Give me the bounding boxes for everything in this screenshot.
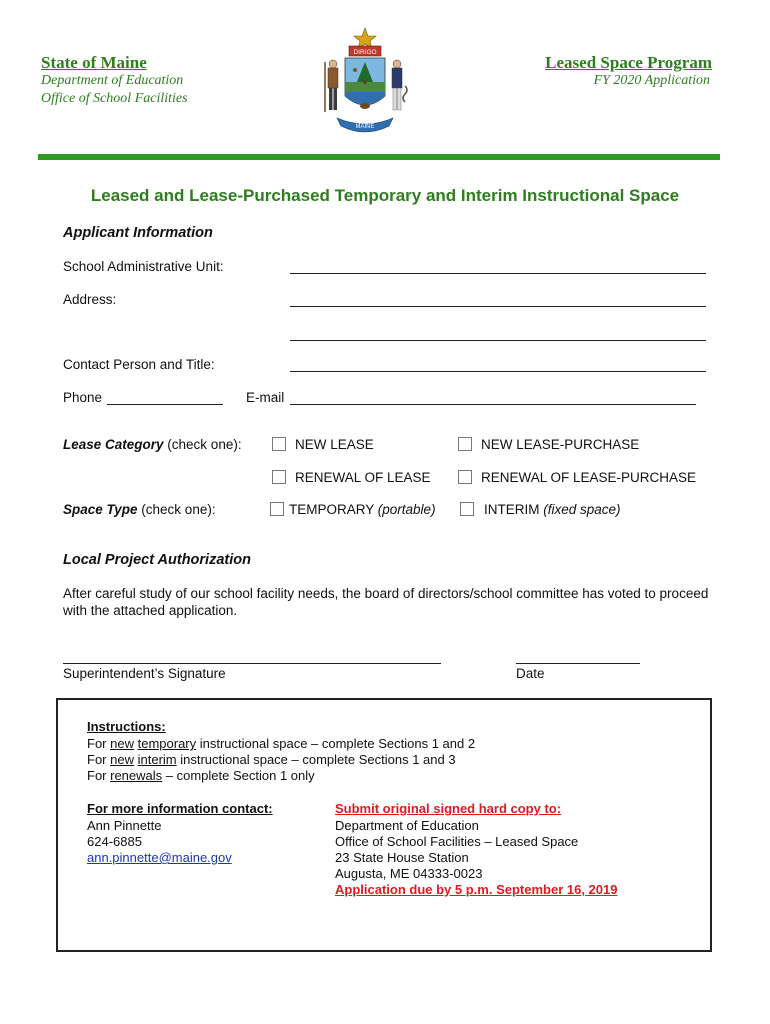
new-lease-checkbox[interactable] bbox=[272, 437, 286, 451]
phone-field[interactable] bbox=[107, 404, 223, 405]
email-field[interactable] bbox=[290, 404, 696, 405]
submit-line-4: Augusta, ME 04333-0023 bbox=[335, 866, 483, 881]
address-label: Address: bbox=[63, 292, 117, 307]
department-line: Department of Education bbox=[41, 73, 184, 88]
email-label: E-mail bbox=[246, 390, 285, 405]
renewal-lease-option: RENEWAL OF LEASE bbox=[295, 470, 431, 485]
instruction-line-3: For renewals – complete Section 1 only bbox=[87, 768, 315, 783]
temporary-option: TEMPORARY (portable) bbox=[289, 502, 436, 517]
signature-field[interactable] bbox=[63, 663, 441, 664]
applicant-heading: Applicant Information bbox=[63, 225, 213, 241]
contact-name: Ann Pinnette bbox=[87, 818, 162, 833]
instruction-line-2: For new interim instructional space – complete Sections 1 and 3 bbox=[87, 752, 456, 767]
signature-label: Superintendent’s Signature bbox=[63, 666, 226, 681]
temporary-checkbox[interactable] bbox=[270, 502, 284, 516]
instructions-heading: Instructions: bbox=[87, 719, 166, 734]
renewal-lease-purchase-option: RENEWAL OF LEASE-PURCHASE bbox=[481, 470, 697, 485]
renewal-lease-checkbox[interactable] bbox=[272, 470, 286, 484]
address-field-line2[interactable] bbox=[290, 340, 706, 341]
address-field-line1[interactable] bbox=[290, 306, 706, 307]
seal-banner-text: DIRIGO bbox=[353, 49, 377, 56]
new-lease-option: NEW LEASE bbox=[295, 437, 374, 452]
contact-phone: 624-6885 bbox=[87, 834, 142, 849]
state-seal-logo bbox=[315, 26, 415, 138]
due-date-notice: Application due by 5 p.m. September 16, 2019 bbox=[335, 882, 618, 897]
seal-ribbon-text: MAINE bbox=[355, 124, 375, 130]
program-title: Leased Space Program bbox=[545, 53, 712, 72]
interim-checkbox[interactable] bbox=[460, 502, 474, 516]
instruction-line-1: For new temporary instructional space – complete Sections 1 and 2 bbox=[87, 736, 476, 751]
contact-label: Contact Person and Title: bbox=[63, 357, 215, 372]
page-title: Leased and Lease-Purchased Temporary and Interim Instructional Space bbox=[90, 186, 680, 205]
date-label: Date bbox=[516, 666, 545, 681]
fiscal-year-line: FY 2020 Application bbox=[593, 73, 710, 88]
authorization-heading: Local Project Authorization bbox=[63, 552, 251, 568]
state-title: State of Maine bbox=[41, 53, 147, 72]
submit-heading: Submit original signed hard copy to: bbox=[335, 801, 562, 816]
new-lease-purchase-checkbox[interactable] bbox=[458, 437, 472, 451]
space-type-label: Space Type (check one): bbox=[63, 502, 216, 517]
office-line: Office of School Facilities bbox=[41, 91, 188, 106]
header-divider bbox=[38, 154, 720, 160]
interim-option: INTERIM (fixed space) bbox=[484, 502, 621, 517]
authorization-text: After careful study of our school facility needs, the board of directors/school committee has voted to proceed with the attached application. bbox=[63, 586, 709, 618]
contact-heading: For more information contact: bbox=[87, 801, 273, 816]
renewal-lease-purchase-checkbox[interactable] bbox=[458, 470, 472, 484]
lease-category-label: Lease Category (check one): bbox=[63, 437, 242, 452]
phone-label: Phone bbox=[63, 390, 103, 405]
submit-line-1: Department of Education bbox=[335, 818, 479, 833]
submit-line-3: 23 State House Station bbox=[335, 850, 469, 865]
contact-email-link[interactable]: ann.pinnette@maine.gov bbox=[87, 850, 232, 865]
sau-label: School Administrative Unit: bbox=[63, 259, 224, 274]
submit-line-2: Office of School Facilities – Leased Space bbox=[335, 834, 579, 849]
sau-field[interactable] bbox=[290, 273, 706, 274]
contact-field[interactable] bbox=[290, 371, 706, 372]
new-lease-purchase-option: NEW LEASE-PURCHASE bbox=[481, 437, 640, 452]
date-field[interactable] bbox=[516, 663, 640, 664]
